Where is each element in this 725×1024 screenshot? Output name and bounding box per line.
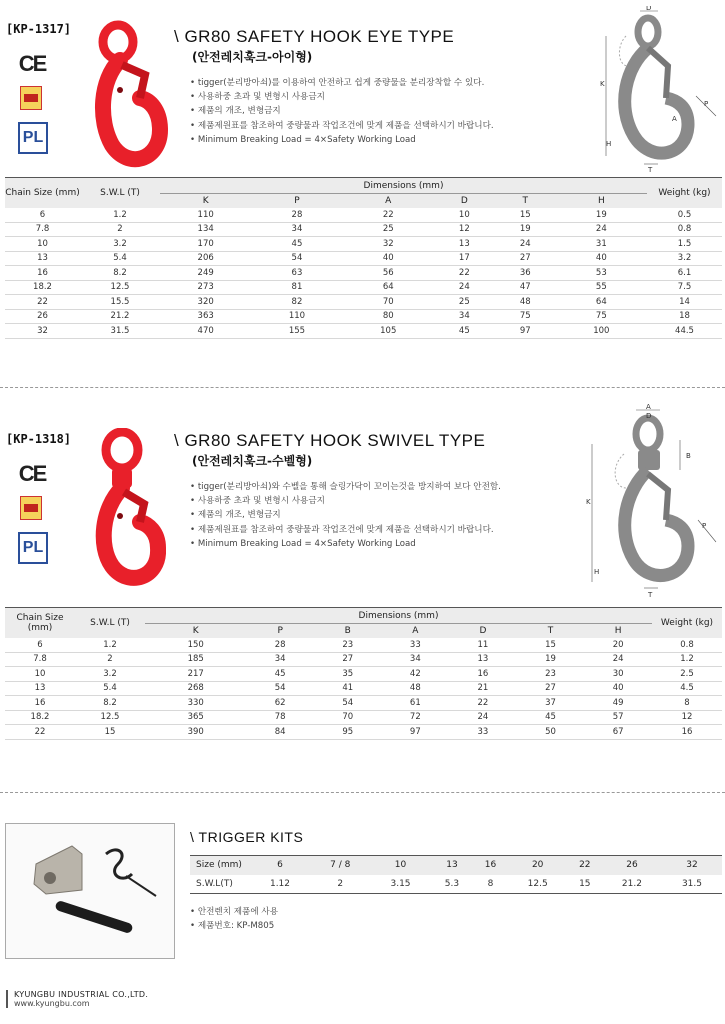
table-cell: 48 <box>382 681 450 696</box>
table-cell: 10 <box>5 237 80 252</box>
table-cell: 3.2 <box>80 237 160 252</box>
table-cell: 70 <box>314 710 382 725</box>
table-cell: 45 <box>246 667 314 682</box>
table-cell: 17 <box>434 251 495 266</box>
table-cell: 2 <box>80 222 160 237</box>
table-cell: 97 <box>382 725 450 740</box>
table-cell: 34 <box>251 222 342 237</box>
table-cell: 206 <box>160 251 251 266</box>
pl-mark-icon: PL <box>18 122 48 154</box>
table-cell: 54 <box>314 696 382 711</box>
table-cell: 330 <box>145 696 246 711</box>
table-cell: 72 <box>382 710 450 725</box>
table-cell: 13 <box>5 681 75 696</box>
table-cell: 25 <box>434 295 495 310</box>
table-cell: 14 <box>647 295 722 310</box>
table-cell: 5.4 <box>80 251 160 266</box>
table-cell: 134 <box>160 222 251 237</box>
col-chain-size: Chain Size (mm) <box>5 187 80 198</box>
section-subtitle: (안전레치훅크-아이형) <box>192 50 313 64</box>
dim-col-header: H <box>597 195 605 206</box>
table-cell: 13 <box>5 251 80 266</box>
table-cell: 78 <box>246 710 314 725</box>
table-row <box>5 251 722 266</box>
table-cell: 34 <box>246 652 314 667</box>
table-cell: 185 <box>145 652 246 667</box>
table-cell: 7.5 <box>647 280 722 295</box>
trigger-size-cell: 20 <box>508 856 568 875</box>
table-cell: 16 <box>5 266 80 281</box>
table-cell: 320 <box>160 295 251 310</box>
table-cell: 21 <box>449 681 517 696</box>
table-cell: 26 <box>5 309 80 324</box>
dim-col-header: T <box>547 625 554 636</box>
table-cell: 249 <box>160 266 251 281</box>
dim-label: P <box>704 100 709 108</box>
dim-col-header: A <box>385 195 392 206</box>
table-cell: 27 <box>314 652 382 667</box>
table-cell: 12.5 <box>80 280 160 295</box>
table-cell: 23 <box>314 638 382 653</box>
table-cell: 25 <box>343 222 434 237</box>
table-cell: 23 <box>517 667 585 682</box>
dim-label: A <box>646 404 651 411</box>
dim-col-header: T <box>522 195 528 206</box>
trigger-title: \ TRIGGER KITS <box>190 829 304 845</box>
table-row <box>5 324 722 339</box>
table-cell: 8 <box>652 696 722 711</box>
table-cell: 56 <box>343 266 434 281</box>
table-cell: 82 <box>251 295 342 310</box>
table-row <box>5 638 722 653</box>
table-cell: 32 <box>5 324 80 339</box>
table-cell: 33 <box>382 638 450 653</box>
dim-label: D <box>646 412 652 420</box>
feature-item: • tigger(분리방아쇠)를 이용하여 안전하고 쉽게 중량물을 분리장착할 수 있다. <box>190 76 590 90</box>
trigger-swl-cell: 3.15 <box>390 878 411 889</box>
table-cell: 67 <box>584 725 652 740</box>
trigger-notes <box>190 905 490 933</box>
trigger-kit-photo <box>6 824 174 958</box>
trigger-swl-cell: 1.12 <box>269 878 291 889</box>
table-cell: 22 <box>5 295 80 310</box>
dim-label: H <box>606 140 612 148</box>
col-weight: Weight (kg) <box>658 187 711 198</box>
table-cell: 97 <box>495 324 556 339</box>
dim-col-header: D <box>479 625 487 636</box>
table-cell: 217 <box>145 667 246 682</box>
trigger-size-cell: 13 <box>431 856 474 875</box>
dim-label: P <box>702 522 707 530</box>
table-cell: 42 <box>382 667 450 682</box>
trigger-swl-cell: 31.5 <box>681 878 702 889</box>
trigger-swl-cell: 5.3 <box>444 878 460 889</box>
dim-label: B <box>686 452 691 460</box>
table-row <box>5 222 722 237</box>
dim-col-header: K <box>202 195 209 206</box>
table-cell: 365 <box>145 710 246 725</box>
table-cell: 81 <box>251 280 342 295</box>
trigger-swl-cell: 12.5 <box>527 878 548 889</box>
feature-list <box>190 480 590 551</box>
trigger-size-cell: 6 <box>250 856 310 875</box>
table-cell: 19 <box>556 208 647 223</box>
table-cell: 53 <box>556 266 647 281</box>
table-cell: 36 <box>495 266 556 281</box>
table-cell: 75 <box>495 309 556 324</box>
table-cell: 7.8 <box>5 222 80 237</box>
trigger-swl-cell: 2 <box>337 878 344 889</box>
section-divider <box>0 387 725 388</box>
feature-list <box>190 76 590 147</box>
table-cell: 2.5 <box>652 667 722 682</box>
col-swl: S.W.L (T) <box>100 187 140 198</box>
table-cell: 15.5 <box>80 295 160 310</box>
table-cell: 10 <box>5 667 75 682</box>
table-cell: 28 <box>251 208 342 223</box>
table-cell: 21.2 <box>80 309 160 324</box>
table-cell: 95 <box>314 725 382 740</box>
table-row <box>5 725 722 740</box>
table-cell: 45 <box>251 237 342 252</box>
feature-item: • 사용하중 초과 및 변형시 사용금지 <box>190 90 590 104</box>
trigger-swl-cell: 8 <box>487 878 494 889</box>
table-cell: 70 <box>343 295 434 310</box>
table-cell: 15 <box>75 725 145 740</box>
table-cell: 16 <box>5 696 75 711</box>
trigger-size-label: Size (mm) <box>190 856 250 875</box>
dim-label: D <box>646 6 652 12</box>
table-cell: 5.4 <box>75 681 145 696</box>
feature-item: • 제품의 개조, 변형금지 <box>190 508 590 522</box>
table-cell: 1.2 <box>75 638 145 653</box>
col-dimensions: Dimensions (mm) <box>160 178 647 194</box>
table-cell: 15 <box>495 208 556 223</box>
table-cell: 22 <box>449 696 517 711</box>
table-cell: 75 <box>556 309 647 324</box>
table-cell: 18.2 <box>5 710 75 725</box>
dim-col-header: D <box>460 195 468 206</box>
table-cell: 170 <box>160 237 251 252</box>
table-cell: 24 <box>556 222 647 237</box>
table-cell: 16 <box>652 725 722 740</box>
table-cell: 155 <box>251 324 342 339</box>
footer <box>6 990 148 1008</box>
col-chain-size: Chain Size (mm) <box>16 612 64 633</box>
table-cell: 470 <box>160 324 251 339</box>
section-subtitle: (안전레치훅크-수벨형) <box>192 454 313 468</box>
table-cell: 8.2 <box>80 266 160 281</box>
table-cell: 13 <box>434 237 495 252</box>
table-cell: 40 <box>556 251 647 266</box>
feature-item: • 제품제원표를 참조하여 중량물과 작업조건에 맞게 제품을 선택하시기 바랍니다. <box>190 119 590 133</box>
trigger-size-cell: 16 <box>473 856 507 875</box>
table-cell: 24 <box>584 652 652 667</box>
table-cell: 110 <box>251 309 342 324</box>
feature-item: • Minimum Breaking Load = 4×Safety Working Load <box>190 537 590 551</box>
table-cell: 24 <box>434 280 495 295</box>
company-name: KYUNGBU INDUSTRIAL CO.,LTD. <box>14 990 149 999</box>
table-cell: 6.1 <box>647 266 722 281</box>
table-cell: 1.2 <box>652 652 722 667</box>
table-cell: 18 <box>647 309 722 324</box>
quality-stamp-icon <box>20 86 42 110</box>
table-cell: 0.5 <box>647 208 722 223</box>
table-cell: 390 <box>145 725 246 740</box>
table-cell: 30 <box>584 667 652 682</box>
trigger-kit-photo-frame <box>5 823 175 959</box>
quality-stamp-icon <box>20 496 42 520</box>
table-cell: 54 <box>246 681 314 696</box>
dim-label: K <box>586 498 591 506</box>
table-cell: 62 <box>246 696 314 711</box>
table-cell: 100 <box>556 324 647 339</box>
table-cell: 12 <box>434 222 495 237</box>
section-title: \ GR80 SAFETY HOOK EYE TYPE <box>174 27 455 46</box>
swivel-hook-photo <box>88 428 166 588</box>
table-row <box>5 280 722 295</box>
feature-item: • 제품제원표를 참조하여 중량물과 작업조건에 맞게 제품을 선택하시기 바랍니다. <box>190 523 590 537</box>
table-cell: 2 <box>75 652 145 667</box>
table-cell: 48 <box>495 295 556 310</box>
dim-col-header: P <box>294 195 300 206</box>
table-cell: 57 <box>584 710 652 725</box>
table-row <box>5 667 722 682</box>
dim-col-header: A <box>412 625 419 636</box>
table-cell: 28 <box>246 638 314 653</box>
table-cell: 13 <box>449 652 517 667</box>
feature-item: • 제품의 개조, 변형금지 <box>190 104 590 118</box>
table-row <box>5 652 722 667</box>
table-row <box>5 696 722 711</box>
table-cell: 20 <box>584 638 652 653</box>
table-cell: 3.2 <box>75 667 145 682</box>
trigger-size-cell: 22 <box>568 856 602 875</box>
table-row <box>5 208 722 223</box>
table-cell: 44.5 <box>647 324 722 339</box>
swivel-hook-diagram <box>586 404 721 600</box>
note-item: • 안전렌치 제품에 사용 <box>190 905 490 919</box>
dim-col-header: H <box>614 625 622 636</box>
dim-col-header: P <box>277 625 283 636</box>
feature-item: • 사용하중 초과 및 변형시 사용금지 <box>190 494 590 508</box>
table-cell: 64 <box>343 280 434 295</box>
table-cell: 32 <box>343 237 434 252</box>
table-cell: 4.5 <box>652 681 722 696</box>
table-cell: 64 <box>556 295 647 310</box>
dim-label: H <box>594 568 600 576</box>
table-cell: 11 <box>449 638 517 653</box>
dim-label: T <box>648 591 653 599</box>
table-cell: 50 <box>517 725 585 740</box>
spec-table-eye <box>5 177 722 339</box>
dim-label: T <box>648 166 653 174</box>
product-code: [KP-1318] <box>6 432 72 446</box>
col-weight: Weight (kg) <box>660 617 714 628</box>
table-cell: 80 <box>343 309 434 324</box>
trigger-swl-cell: 15 <box>579 878 591 889</box>
table-cell: 1.5 <box>647 237 722 252</box>
table-cell: 0.8 <box>652 638 722 653</box>
table-cell: 268 <box>145 681 246 696</box>
table-cell: 34 <box>434 309 495 324</box>
ce-mark-icon: CE <box>18 461 46 486</box>
table-cell: 16 <box>449 667 517 682</box>
table-cell: 34 <box>382 652 450 667</box>
note-item: • 제품번호: KP-M805 <box>190 919 490 933</box>
table-cell: 12.5 <box>75 710 145 725</box>
table-row <box>5 710 722 725</box>
table-cell: 3.2 <box>647 251 722 266</box>
table-cell: 19 <box>517 652 585 667</box>
section-divider <box>0 792 725 793</box>
table-cell: 22 <box>5 725 75 740</box>
feature-item: • tigger(분리방아쇠)와 수벨을 통해 슬링가닥이 꼬이는것을 방지하여 보다 안전함. <box>190 480 590 494</box>
table-cell: 0.8 <box>647 222 722 237</box>
trigger-size-cell: 32 <box>662 856 722 875</box>
table-cell: 22 <box>343 208 434 223</box>
dim-col-header: K <box>192 625 199 636</box>
table-cell: 27 <box>495 251 556 266</box>
table-cell: 45 <box>517 710 585 725</box>
dim-col-header: B <box>344 625 351 636</box>
trigger-size-cell: 7 / 8 <box>310 856 371 875</box>
col-dimensions: Dimensions (mm) <box>145 608 652 624</box>
table-cell: 7.8 <box>5 652 75 667</box>
trigger-table <box>190 855 722 894</box>
table-cell: 18.2 <box>5 280 80 295</box>
trigger-swl-label: S.W.L(T) <box>196 878 233 889</box>
table-cell: 24 <box>495 237 556 252</box>
trigger-size-cell: 26 <box>602 856 662 875</box>
table-cell: 47 <box>495 280 556 295</box>
table-cell: 31.5 <box>80 324 160 339</box>
table-cell: 27 <box>517 681 585 696</box>
table-cell: 1.2 <box>80 208 160 223</box>
dim-label: A <box>672 115 677 123</box>
section-title: \ GR80 SAFETY HOOK SWIVEL TYPE <box>174 431 486 450</box>
table-cell: 40 <box>343 251 434 266</box>
product-code: [KP-1317] <box>6 22 72 36</box>
table-row <box>5 266 722 281</box>
table-cell: 37 <box>517 696 585 711</box>
table-cell: 41 <box>314 681 382 696</box>
ce-mark-icon: CE <box>18 51 46 76</box>
table-row <box>5 237 722 252</box>
eye-hook-photo <box>90 20 168 170</box>
table-row <box>5 681 722 696</box>
trigger-swl-cell: 21.2 <box>621 878 642 889</box>
table-cell: 105 <box>343 324 434 339</box>
table-cell: 8.2 <box>75 696 145 711</box>
table-cell: 84 <box>246 725 314 740</box>
table-cell: 63 <box>251 266 342 281</box>
table-cell: 10 <box>434 208 495 223</box>
table-cell: 40 <box>584 681 652 696</box>
dim-label: K <box>600 80 605 88</box>
trigger-size-cell: 10 <box>371 856 431 875</box>
spec-table-swivel <box>5 607 722 740</box>
table-cell: 55 <box>556 280 647 295</box>
table-cell: 61 <box>382 696 450 711</box>
col-swl: S.W.L (T) <box>90 617 130 628</box>
table-cell: 363 <box>160 309 251 324</box>
website-link[interactable]: www.kyungbu.com <box>14 999 90 1008</box>
eye-hook-diagram <box>596 6 721 176</box>
table-cell: 110 <box>160 208 251 223</box>
pl-mark-icon: PL <box>18 532 48 564</box>
table-cell: 273 <box>160 280 251 295</box>
table-cell: 150 <box>145 638 246 653</box>
table-cell: 6 <box>5 208 80 223</box>
table-cell: 19 <box>495 222 556 237</box>
table-cell: 33 <box>449 725 517 740</box>
table-cell: 35 <box>314 667 382 682</box>
feature-item: • Minimum Breaking Load = 4×Safety Working Load <box>190 133 590 147</box>
table-row <box>5 295 722 310</box>
table-cell: 49 <box>584 696 652 711</box>
table-cell: 24 <box>449 710 517 725</box>
table-cell: 31 <box>556 237 647 252</box>
table-cell: 15 <box>517 638 585 653</box>
table-cell: 12 <box>652 710 722 725</box>
table-cell: 6 <box>5 638 75 653</box>
table-cell: 54 <box>251 251 342 266</box>
table-cell: 22 <box>434 266 495 281</box>
table-cell: 45 <box>434 324 495 339</box>
table-row <box>5 309 722 324</box>
